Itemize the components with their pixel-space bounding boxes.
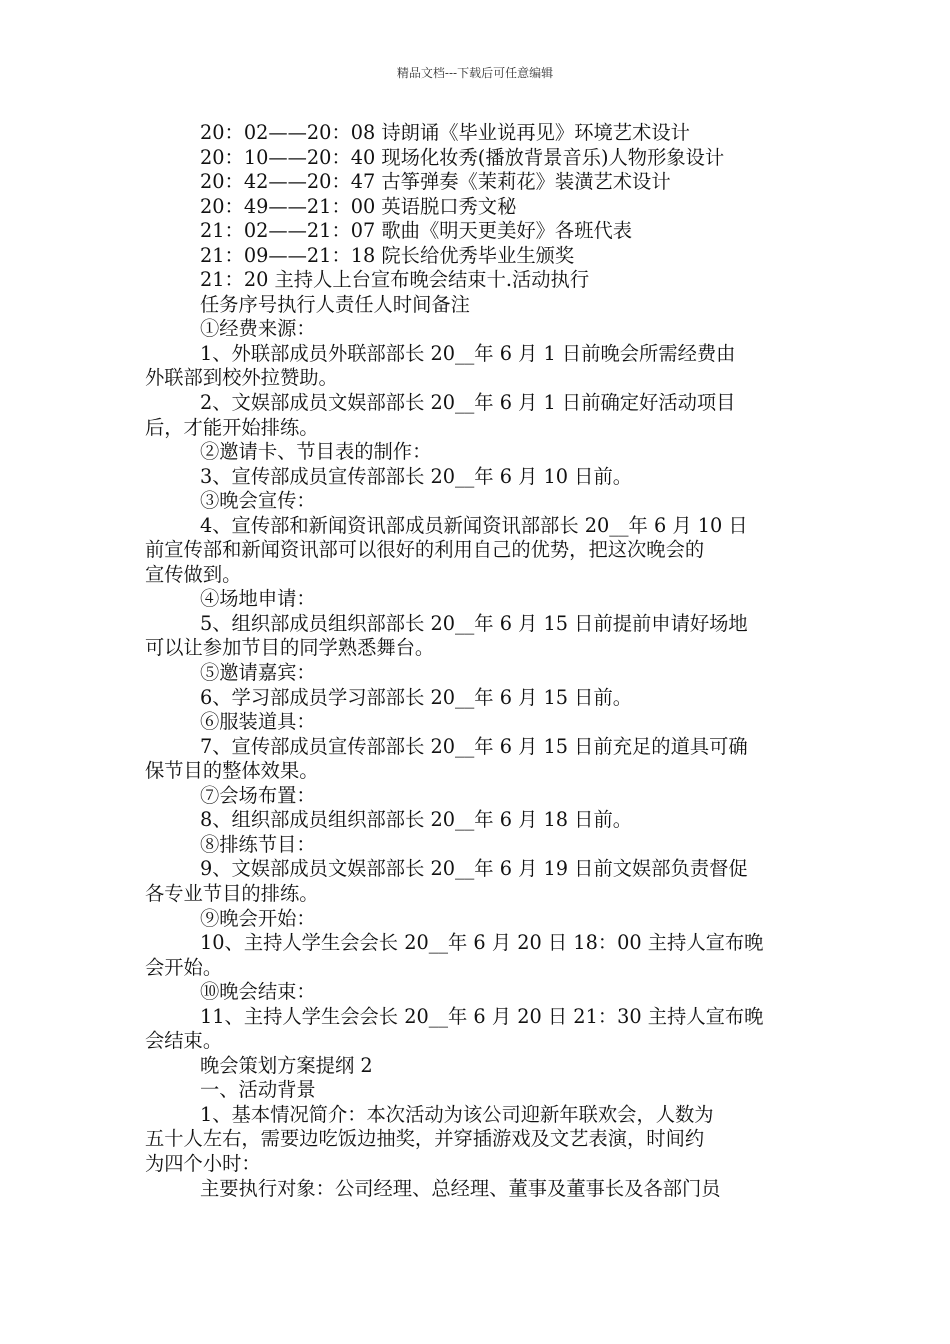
text-line: 任务序号执行人责任人时间备注 (200, 292, 470, 316)
text-line: 11、主持人学生会会长 20__年 6 月 20 日 21：30 主持人宣布晚 (200, 1004, 764, 1028)
text-line: ⑥服装道具： (200, 710, 316, 734)
text-line: 一、活动背景 (200, 1078, 316, 1102)
text-line: 21：02——21：07 歌曲《明天更美好》各班代表 (200, 219, 633, 243)
text-line: ①经费来源： (200, 317, 316, 341)
text-line: 20：02——20：08 诗朗诵《毕业说再见》环境艺术设计 (200, 121, 690, 144)
text-line: 21：20 主持人上台宣布晚会结束十.活动执行 (200, 268, 590, 292)
text-line: 为四个小时： (145, 1151, 261, 1175)
text-line: 可以让参加节目的同学熟悉舞台。 (145, 636, 435, 660)
text-line: 主要执行对象：公司经理、总经理、董事及董事长及各部门员 (200, 1176, 721, 1200)
text-line: 5、组织部成员组织部部长 20__年 6 月 15 日前提前申请好场地 (200, 611, 748, 635)
text-line: ④场地申请： (200, 587, 316, 611)
text-line: 2、文娱部成员文娱部部长 20__年 6 月 1 日前确定好活动项目 (200, 391, 736, 415)
text-line: 宣传做到。 (145, 562, 242, 586)
text-line: 8、组织部成员组织部部长 20__年 6 月 18 日前。 (200, 808, 633, 832)
text-line: 6、学习部成员学习部部长 20__年 6 月 15 日前。 (200, 685, 633, 709)
text-line: ②邀请卡、节目表的制作： (200, 440, 432, 464)
document-body (145, 121, 805, 1201)
text-line: 外联部到校外拉赞助。 (145, 366, 338, 390)
text-line: 晚会策划方案提纲 2 (200, 1053, 373, 1077)
text-line: ⑦会场布置： (200, 783, 316, 807)
text-line: 会结束。 (145, 1029, 223, 1053)
text-line: 9、文娱部成员文娱部部长 20__年 6 月 19 日前文娱部负责督促 (200, 857, 748, 881)
text-line: 21：09——21：18 院长给优秀毕业生颁奖 (200, 243, 575, 267)
text-line: 4、宣传部和新闻资讯部成员新闻资讯部部长 20__年 6 月 10 日 (200, 513, 748, 537)
text-line: 20：42——20：47 古筝弹奏《茉莉花》装潢艺术设计 (200, 170, 671, 194)
text-line: 10、主持人学生会会长 20__年 6 月 20 日 18：00 主持人宣布晚 (200, 931, 764, 955)
text-line: 前宣传部和新闻资讯部可以很好的利用自己的优势，把这次晚会的 (145, 538, 705, 562)
text-line: 会开始。 (145, 955, 223, 979)
text-line: ⑧排练节目： (200, 832, 316, 856)
text-line: 五十人左右，需要边吃饭边抽奖，并穿插游戏及文艺表演，时间约 (145, 1127, 705, 1151)
text-line: ⑤邀请嘉宾： (200, 661, 316, 685)
text-line: ③晚会宣传： (200, 489, 316, 513)
text-line: ⑨晚会开始： (200, 906, 316, 930)
text-line: 1、外联部成员外联部部长 20__年 6 月 1 日前晚会所需经费由 (200, 341, 736, 365)
page-header: 精品文档---下载后可任意编辑 (396, 66, 554, 80)
text-line: 1、基本情况简介：本次活动为该公司迎新年联欢会，人数为 (200, 1102, 714, 1126)
text-line: 20：10——20：40 现场化妆秀(播放背景音乐)人物形象设计 (200, 145, 725, 169)
text-line: 保节目的整体效果。 (145, 759, 319, 783)
text-line: ⑩晚会结束： (200, 980, 316, 1004)
text-line: 后，才能开始排练。 (145, 415, 319, 439)
text-line: 20：49——21：00 英语脱口秀文秘 (200, 194, 517, 218)
text-line: 各专业节目的排练。 (145, 881, 319, 905)
text-line: 3、宣传部成员宣传部部长 20__年 6 月 10 日前。 (200, 464, 633, 488)
text-line: 7、宣传部成员宣传部部长 20__年 6 月 15 日前充足的道具可确 (200, 734, 748, 758)
